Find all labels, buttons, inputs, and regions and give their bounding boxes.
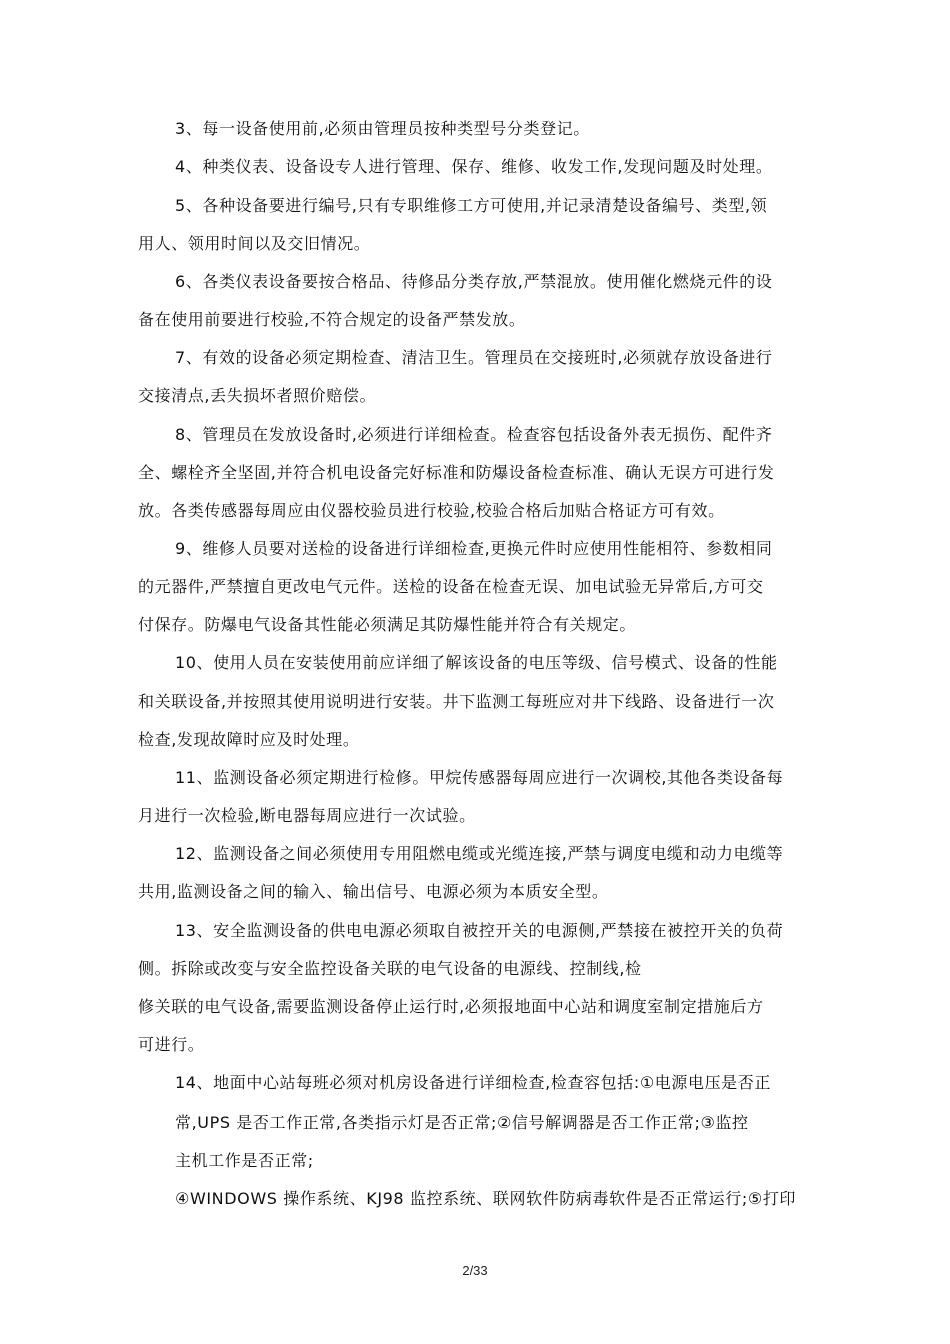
text-line: 5、各种设备要进行编号,只有专职维修工方可使用,并记录清楚设备编号、类型,领 <box>175 196 768 215</box>
text-line: 付保存。防爆电气设备其性能必须满足其防爆性能并符合有关规定。 <box>138 615 637 634</box>
text-line: 6、各类仪表设备要按合格品、待修品分类存放,严禁混放。使用催化燃烧元件的设 <box>175 272 773 291</box>
text-line: 修关联的电气设备,需要监测设备停止运行时,必须报地面中心站和调度室制定措施后方 <box>138 997 764 1016</box>
text-line: 4、种类仪表、设备设专人进行管理、保存、维修、收发工作,发现问题及时处理。 <box>175 157 773 176</box>
text-line: 10、使用人员在安装使用前应详细了解该设备的电压等级、信号模式、设备的性能 <box>175 653 778 672</box>
text-line: 主机工作是否正常; <box>175 1151 314 1170</box>
text-line: 11、监测设备必须定期进行检修。甲烷传感器每周应进行一次调校,其他各类设备每 <box>175 768 784 787</box>
text-line: 9、维修人员要对送检的设备进行详细检查,更换元件时应使用性能相符、参数相同 <box>175 539 773 558</box>
text-line: 用人、领用时间以及交旧情况。 <box>138 234 371 253</box>
text-line: 3、每一设备使用前,必须由管理员按种类型号分类登记。 <box>175 119 590 138</box>
text-line: 14、地面中心站每班必须对机房设备进行详细检查,检查容包括:①电源电压是否正 <box>175 1073 771 1092</box>
text-line: 检查,发现故障时应及时处理。 <box>138 730 360 749</box>
text-line: 常,UPS 是否工作正常,各类指示灯是否正常;②信号解调器是否工作正常;③监控 <box>175 1113 749 1132</box>
text-line: 备在使用前要进行校验,不符合规定的设备严禁发放。 <box>138 310 526 329</box>
text-line: 放。各类传感器每周应由仪器校验员进行校验,校验合格后加贴合格证方可有效。 <box>138 501 725 520</box>
text-line: 交接清点,丢失损坏者照价赔偿。 <box>138 386 377 405</box>
text-line: 全、螺栓齐全坚固,并符合机电设备完好标准和防爆设备检查标准、确认无误方可进行发 <box>138 463 775 482</box>
page-number: 2/33 <box>462 1263 488 1278</box>
text-line: 和关联设备,并按照其使用说明进行安装。井下监测工每班应对井下线路、设备进行一次 <box>138 692 775 711</box>
text-line: 12、监测设备之间必须使用专用阻燃电缆或光缆连接,严禁与调度电缆和动力电缆等 <box>175 844 784 863</box>
text-line: 的元器件,严禁擅自更改电气元件。送检的设备在检查无误、加电试验无异常后,方可交 <box>138 577 764 596</box>
text-line: 侧。拆除或改变与安全监控设备关联的电气设备的电源线、控制线,检 <box>138 959 642 978</box>
text-line: 月进行一次检验,断电器每周应进行一次试验。 <box>138 806 476 825</box>
text-line: 13、安全监测设备的供电电源必须取自被控开关的电源侧,严禁接在被控开关的负荷 <box>175 921 784 940</box>
text-line: 8、管理员在发放设备时,必须进行详细检查。检查容包括设备外表无损伤、配件齐 <box>175 425 773 444</box>
text-line: ④WINDOWS 操作系统、KJ98 监控系统、联网软件防病毒软件是否正常运行;⑤打印 <box>175 1189 797 1208</box>
text-line: 7、有效的设备必须定期检查、清洁卫生。管理员在交接班时,必须就存放设备进行 <box>175 348 773 367</box>
text-line: 可进行。 <box>138 1035 205 1054</box>
text-line: 共用,监测设备之间的输入、输出信号、电源必须为本质安全型。 <box>138 882 609 901</box>
